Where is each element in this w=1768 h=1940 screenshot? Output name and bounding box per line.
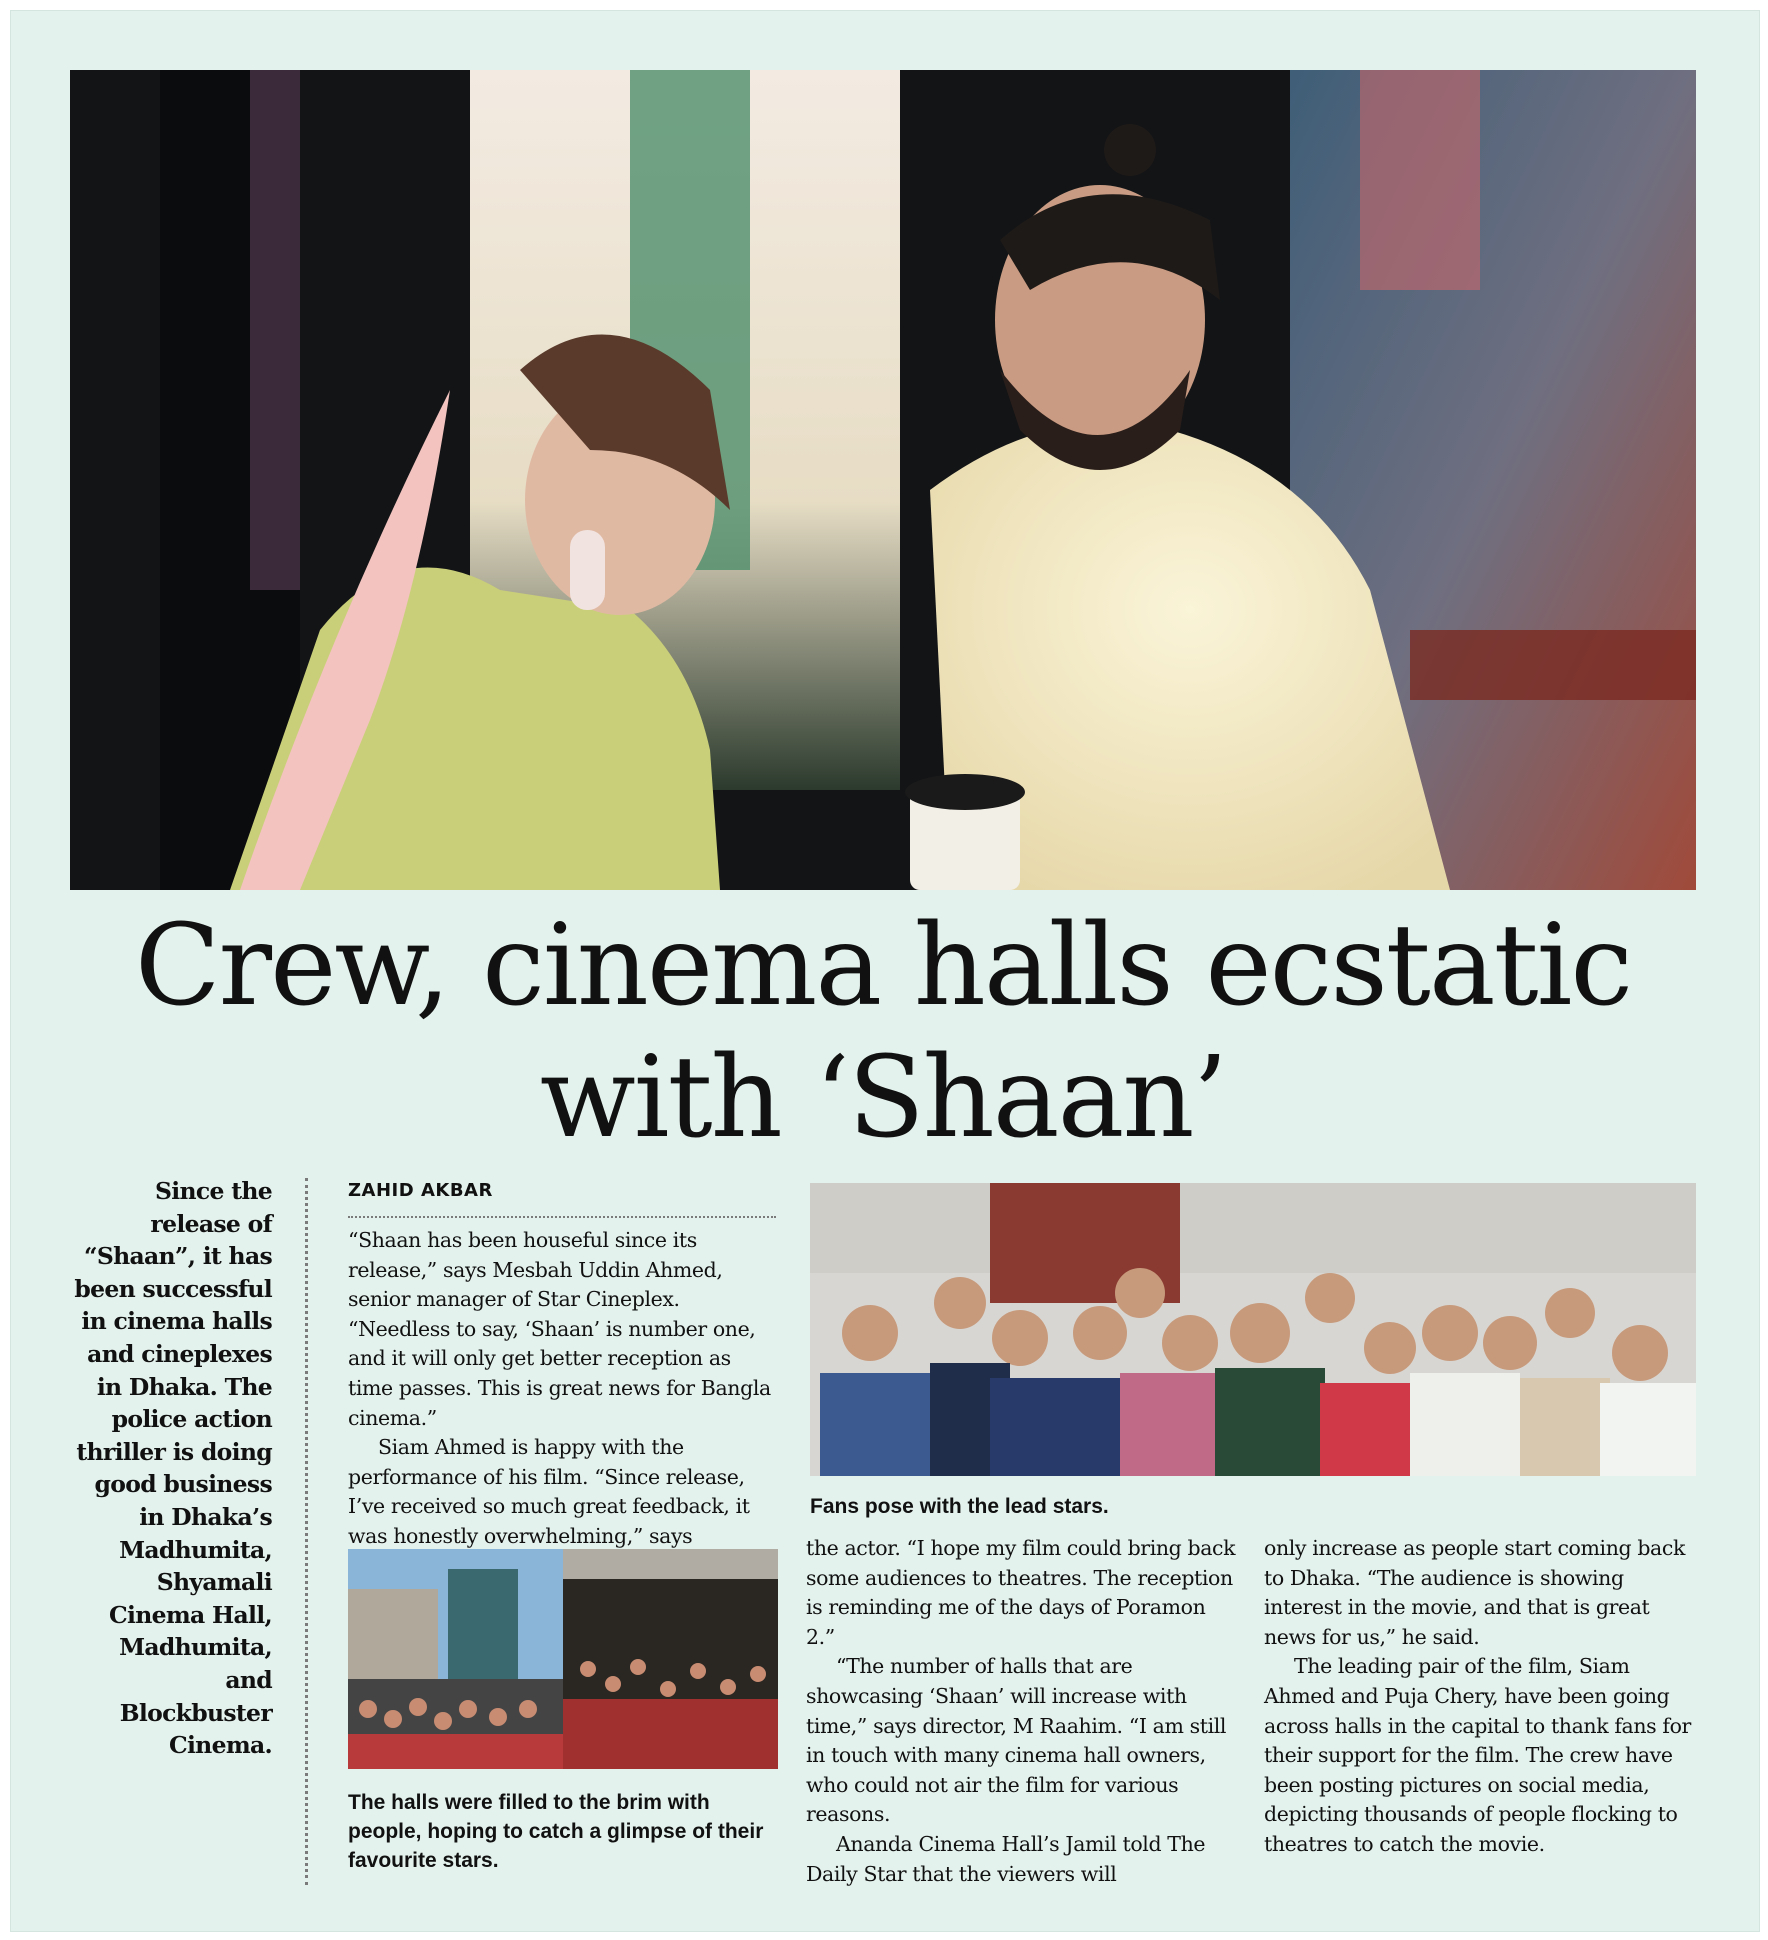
paragraph (1264, 1652, 1704, 1859)
paragraph-text: Ananda Cinema Hall’s Jamil told The Daily Star that the viewers will (806, 1831, 1206, 1886)
headline: Crew, cinema halls ecstatic with ‘Shaan’ (134, 901, 1632, 1163)
sidebar-blurb: Since the release of “Shaan”, it has been successful in cinema halls and cineplexes in Dhaka. The police action thriller is doing good business in Dhaka’s Madhumita, Shyamali Cinema Hall, Madhumita, and Blockbuster Cinema. (74, 1177, 272, 1760)
article-column-3 (806, 1534, 1240, 1889)
article-column-2 (348, 1226, 778, 1552)
crowd-photo-caption: The halls were filled to the brim with people, hoping to catch a glimpse of their favourite stars. (348, 1791, 764, 1872)
article-column-4 (1264, 1534, 1704, 1860)
paragraph: only increase as people start coming back to Dhaka. “The audience is showing interest in the movie, and that is great news for us,” he said. (1264, 1536, 1685, 1649)
byline: ZAHID AKBAR (348, 1178, 776, 1218)
paragraph (806, 1830, 1240, 1889)
paragraph-text: The leading pair of the film, Siam Ahmed and Puja Chery, have been going across halls in the capital to thank fans for their support for the film. The crew have been posting pictures on social media, depicting thousands of people flocking to theatres to catch the movie. (1264, 1654, 1691, 1856)
paragraph-text: “The number of halls that are showcasing ‘Shaan’ will increase with time,” says director, M Raahim. “I am still in touch with many cinema hall owners, who could not air the film for various reasons. (806, 1654, 1227, 1827)
paragraph: “Shaan has been houseful since its release,” says Mesbah Uddin Ahmed, senior manager of Star Cineplex. “Needless to say, ‘Shaan’ is number one, and it will only get better reception as time passes. This is great news for Bangla cinema.” (348, 1228, 771, 1430)
paragraph (806, 1652, 1240, 1830)
paragraph (348, 1433, 778, 1551)
fans-photo (810, 1183, 1696, 1476)
fans-photo-caption: Fans pose with the lead stars. (810, 1495, 1109, 1518)
paragraph: the actor. “I hope my film could bring back some audiences to theatres. The reception is reminding me of the days of Poramon 2.” (806, 1536, 1236, 1649)
column-rule (305, 1178, 308, 1885)
hero-photo (70, 70, 1696, 890)
crowd-photo (348, 1549, 778, 1769)
paragraph-text: Siam Ahmed is happy with the performance of his film. “Since release, I’ve received so much great feedback, it was honestly overwhelming,” says (348, 1435, 750, 1548)
